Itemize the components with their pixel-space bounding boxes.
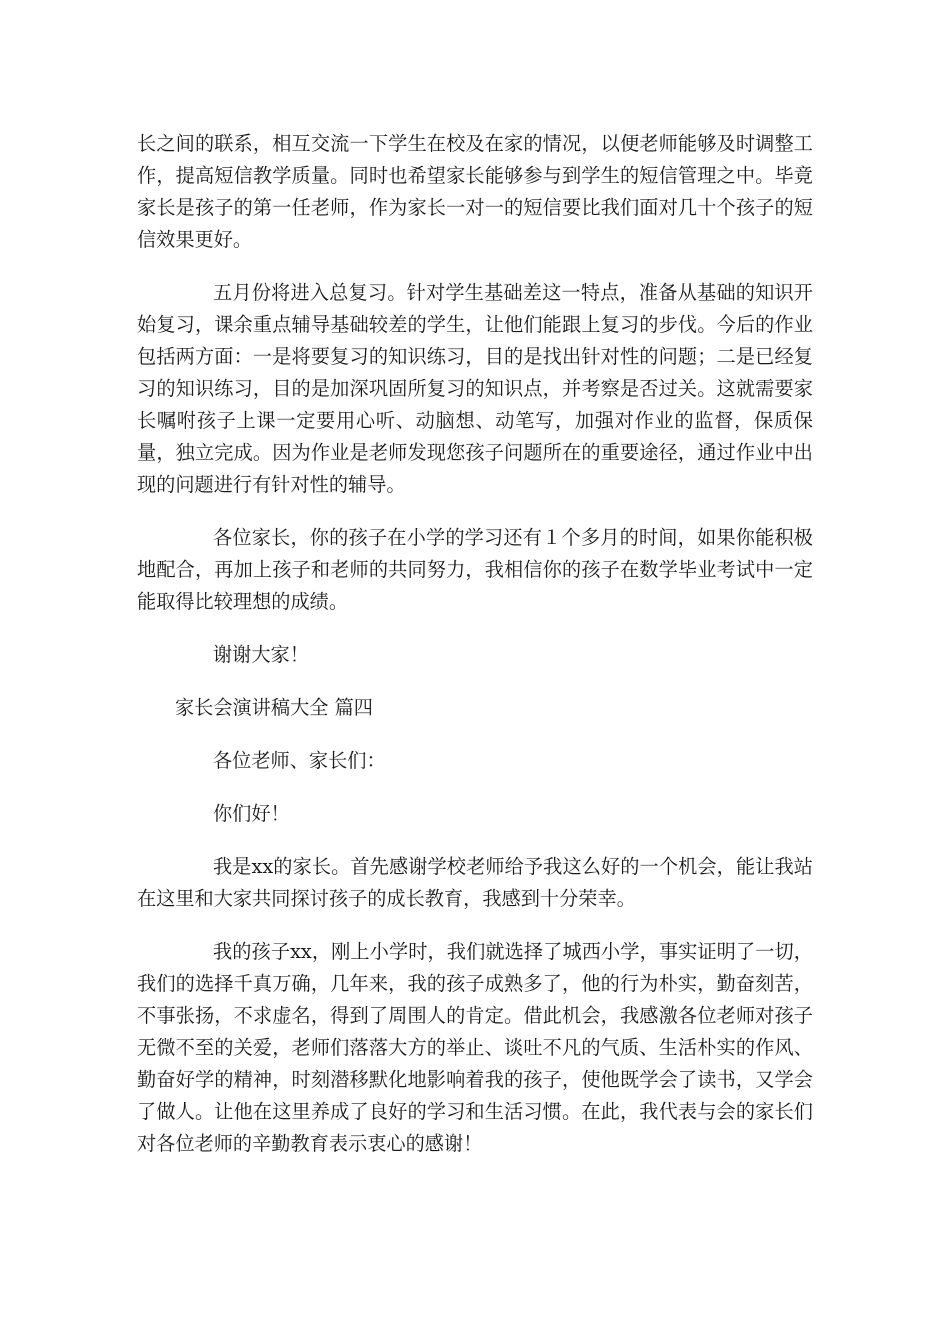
paragraph-contact: 长之间的联系，相互交流一下学生在校及在家的情况，以便老师能够及时调整工作，提高短信教学质量。同时也希望家长能够参与到学生的短信管理之中。毕竟家长是孩子的第一任老师，作为家长一对一的短信要比我们面对几十个孩子的短信效果更好。 (137, 132, 813, 251)
paragraph-thanks: 谢谢大家！ (213, 643, 309, 666)
section-heading: 家长会演讲稿大全 篇四 (175, 696, 373, 719)
paragraph-greeting: 各位老师、家长们： (213, 749, 386, 772)
paragraph-child: 我的孩子xx，刚上小学时，我们就选择了城西小学，事实证明了一切，我们的选择千真万确，几年来，我的孩子成熟多了，他的行为朴实，勤奋刻苦，不事张扬，不求虚名，得到了周围人的肯定。借此机会，我感激各位老师对孩子无微不至的关爱，老师们落落大方的举止、谈吐不凡的气质、生活朴实的作风、勤奋好学的精神，时刻潜移默化地影响着我的孩子，使他既学会了读书，又学会了做人。让他在这里养成了良好的学习和生活习惯。在此，我代表与会的家长们对各位老师的辛勤教育表示衷心的感谢！ (137, 940, 813, 1155)
paragraph-review: 五月份将进入总复习。针对学生基础差这一特点，准备从基础的知识开始复习，课余重点辅导基础较差的学生，让他们能跟上复习的步伐。今后的作业包括两方面：一是将要复习的知识练习，目的是找出针对性的问题；二是已经复习的知识练习，目的是加深巩固所复习的知识点，并考察是否过关。这就需要家长嘱咐孩子上课一定要用心听、动脑想、动笔写，加强对作业的监督，保质保量，独立完成。因为作业是老师发现您孩子问题所在的重要途径，通过作业中出现的问题进行有针对性的辅导。 (137, 281, 813, 496)
paragraph-hello: 你们好！ (213, 802, 290, 825)
document-body (137, 128, 813, 1160)
paragraph-parents: 各位家长，你的孩子在小学的学习还有１个多月的时间，如果你能积极地配合，再加上孩子和老师的共同努力，我相信你的孩子在数学毕业考试中一定能取得比较理想的成绩。 (137, 526, 813, 613)
paragraph-intro: 我是xx的家长。首先感谢学校老师给予我这么好的一个机会，能让我站在这里和大家共同探讨孩子的成长教育，我感到十分荣幸。 (137, 855, 813, 910)
